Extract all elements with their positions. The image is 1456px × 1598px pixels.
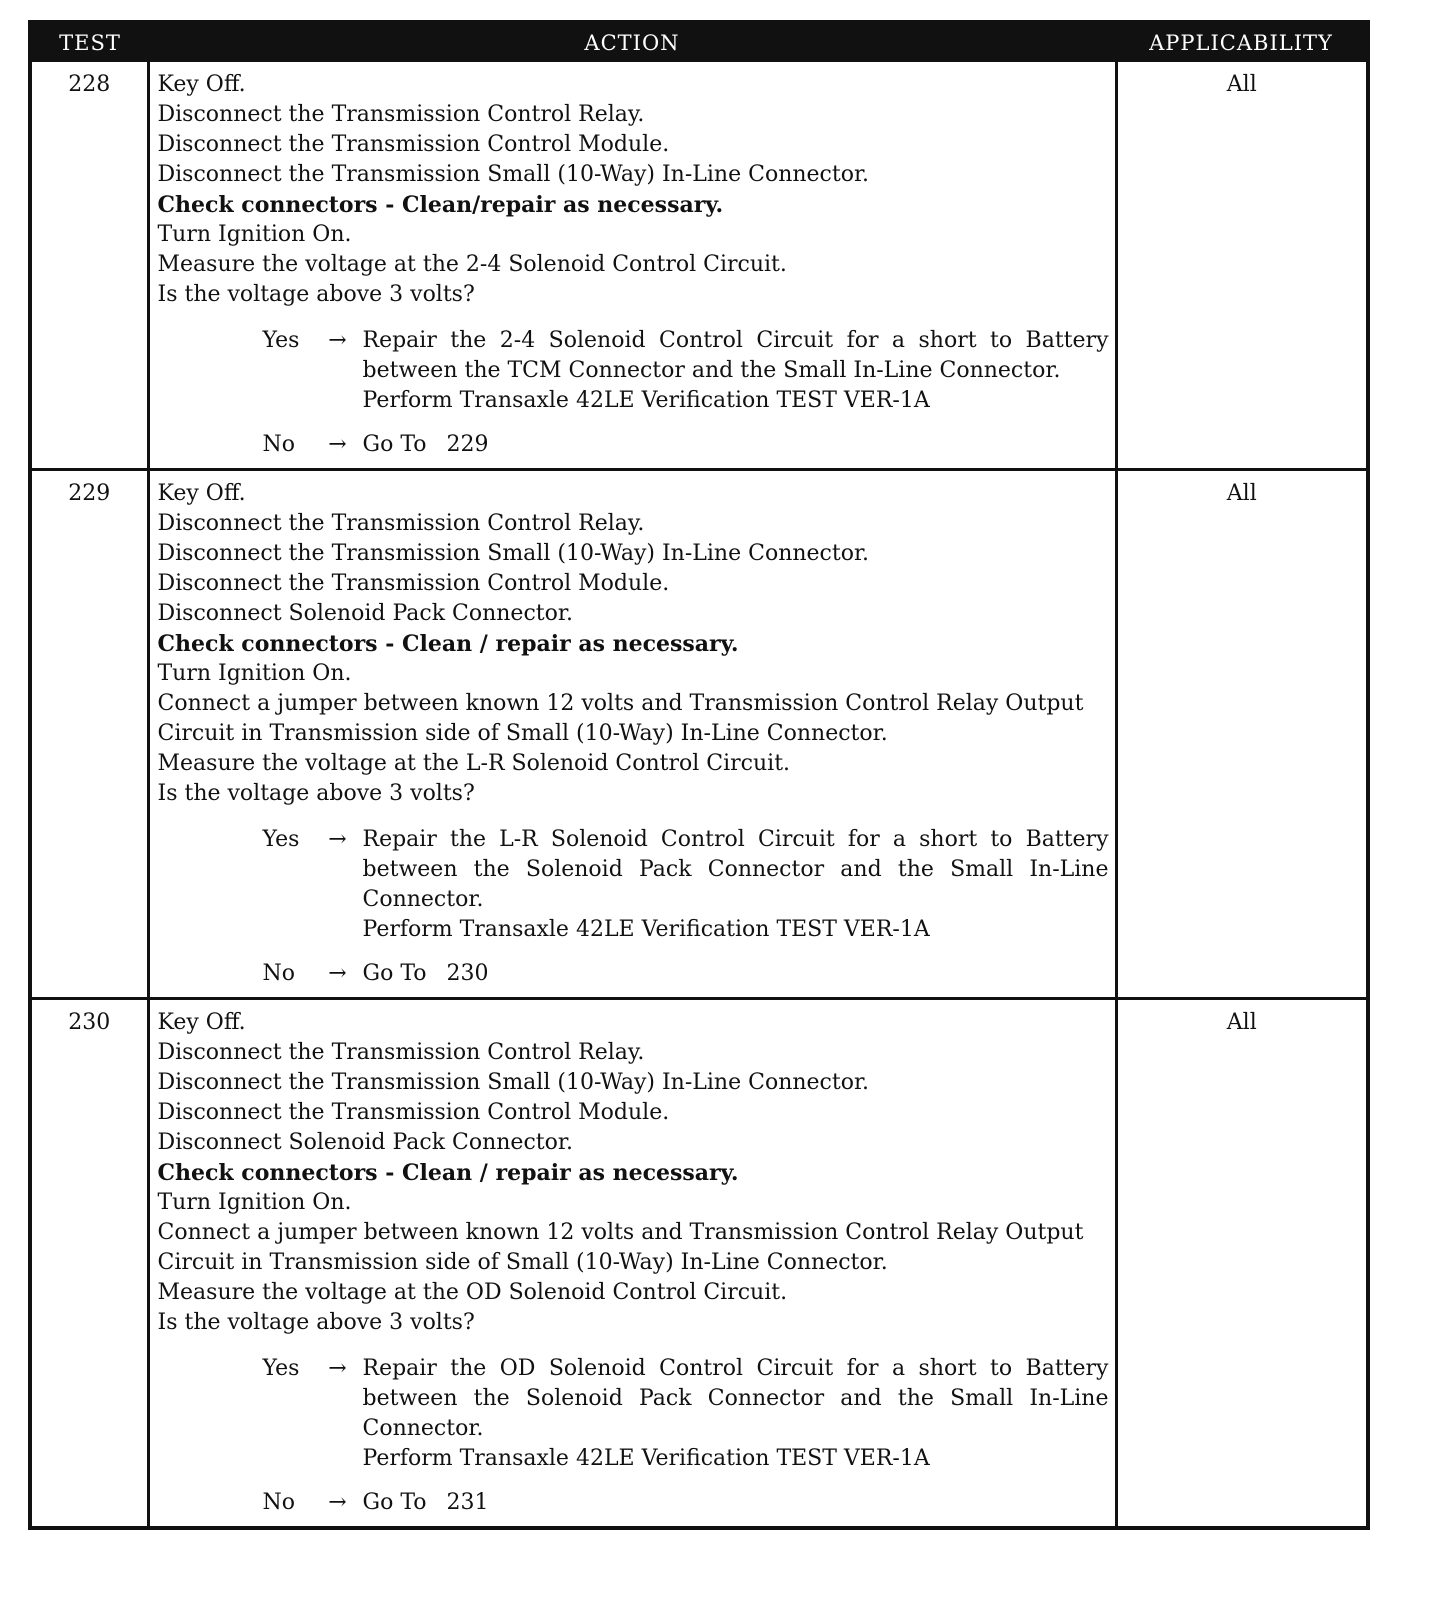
action-step: Measure the voltage at the 2-4 Solenoid Control Circuit. <box>157 252 787 277</box>
right-arrow-icon: → <box>328 827 347 852</box>
goto-reference[interactable] <box>363 959 1109 989</box>
action-step: Disconnect Solenoid Pack Connector. <box>157 601 573 626</box>
action-step: Measure the voltage at the OD Solenoid Control Circuit. <box>157 1280 788 1305</box>
yes-label: Yes <box>262 328 300 353</box>
goto-label: Go To <box>362 1490 427 1515</box>
yes-label: Yes <box>262 1356 300 1381</box>
yes-instruction-line: between the Solenoid Pack Connector and the Small In-Line <box>362 857 1109 882</box>
yes-instructions <box>363 326 1109 416</box>
goto-label: Go To <box>362 961 427 986</box>
yes-branch <box>263 326 1109 416</box>
action-step: Is the voltage above 3 volts? <box>157 1310 475 1335</box>
yes-instructions <box>363 825 1109 945</box>
right-arrow-icon: → <box>328 1490 347 1515</box>
header-applicability: APPLICABILITY <box>1116 22 1368 62</box>
yes-instruction-line: Perform Transaxle 42LE Verification TEST VER-1A <box>362 1446 930 1471</box>
applicability: All <box>1116 470 1368 999</box>
table-header-row <box>30 22 1368 62</box>
action-cell <box>148 470 1116 999</box>
diagnostic-table <box>28 20 1370 1530</box>
no-branch <box>263 1488 1109 1518</box>
action-step: Disconnect the Transmission Small (10-Way) In-Line Connector. <box>157 1070 870 1095</box>
check-step: Check connectors - Clean / repair as necessary. <box>157 631 739 657</box>
goto-test-number[interactable]: 230 <box>446 961 489 986</box>
yes-instruction-line: Connector. <box>362 1416 484 1441</box>
goto-test-number[interactable]: 229 <box>446 432 489 457</box>
yes-instruction-line: Repair the L-R Solenoid Control Circuit for a short to Battery <box>362 827 1109 852</box>
action-step: Disconnect the Transmission Control Relay. <box>157 102 645 127</box>
test-number: 228 <box>30 62 148 470</box>
no-label: No <box>262 432 295 457</box>
action-cell <box>148 62 1116 470</box>
goto-test-number[interactable]: 231 <box>446 1490 489 1515</box>
action-step: Turn Ignition On. <box>157 1190 352 1215</box>
action-step: Measure the voltage at the L-R Solenoid Control Circuit. <box>157 751 791 776</box>
no-label: No <box>262 1490 295 1515</box>
action-step: Disconnect the Transmission Control Module. <box>157 132 670 157</box>
table-row <box>30 62 1368 470</box>
table-body <box>30 62 1368 1528</box>
check-step: Check connectors - Clean/repair as necessary. <box>157 192 724 218</box>
action-step: Disconnect the Transmission Control Relay. <box>157 511 645 536</box>
action-step: Connect a jumper between known 12 volts and Transmission Control Relay Output <box>157 691 1084 716</box>
test-number: 229 <box>30 470 148 999</box>
yes-instruction-line: between the TCM Connector and the Small In-Line Connector. <box>362 358 1061 383</box>
action-step: Disconnect the Transmission Control Module. <box>157 1100 670 1125</box>
no-branch <box>263 430 1109 460</box>
goto-label: Go To <box>362 432 427 457</box>
yes-instruction-line: Perform Transaxle 42LE Verification TEST VER-1A <box>362 388 930 413</box>
yes-instruction-line: between the Solenoid Pack Connector and the Small In-Line <box>362 1386 1109 1411</box>
action-step: Disconnect the Transmission Small (10-Way) In-Line Connector. <box>157 162 870 187</box>
yes-instruction-line: Connector. <box>362 887 484 912</box>
action-cell <box>148 999 1116 1529</box>
yes-label: Yes <box>262 827 300 852</box>
action-step: Disconnect the Transmission Small (10-Way) In-Line Connector. <box>157 541 870 566</box>
action-step: Disconnect the Transmission Control Module. <box>157 571 670 596</box>
action-step: Turn Ignition On. <box>157 222 352 247</box>
action-step: Key Off. <box>157 1010 246 1035</box>
action-step: Connect a jumper between known 12 volts and Transmission Control Relay Output <box>157 1220 1084 1245</box>
right-arrow-icon: → <box>328 432 347 457</box>
right-arrow-icon: → <box>328 961 347 986</box>
action-step: Disconnect the Transmission Control Relay. <box>157 1040 645 1065</box>
yes-instructions <box>363 1354 1109 1474</box>
right-arrow-icon: → <box>328 1356 347 1381</box>
header-action: ACTION <box>148 22 1116 62</box>
action-step: Is the voltage above 3 volts? <box>157 282 475 307</box>
no-branch <box>263 959 1109 989</box>
action-step: Circuit in Transmission side of Small (10-Way) In-Line Connector. <box>157 1250 888 1275</box>
check-step: Check connectors - Clean / repair as necessary. <box>157 1160 739 1186</box>
yes-instruction-line: Repair the OD Solenoid Control Circuit for a short to Battery <box>362 1356 1109 1381</box>
yes-instruction-line: Perform Transaxle 42LE Verification TEST VER-1A <box>362 917 930 942</box>
goto-reference[interactable] <box>363 430 1109 460</box>
yes-instruction-line: Repair the 2-4 Solenoid Control Circuit for a short to Battery <box>362 328 1109 353</box>
no-label: No <box>262 961 295 986</box>
action-step: Circuit in Transmission side of Small (10-Way) In-Line Connector. <box>157 721 888 746</box>
yes-branch <box>263 1354 1109 1474</box>
table-row <box>30 999 1368 1529</box>
diagnostic-procedure-sheet <box>28 20 1366 1530</box>
yes-branch <box>263 825 1109 945</box>
action-step: Disconnect Solenoid Pack Connector. <box>157 1130 573 1155</box>
action-step: Is the voltage above 3 volts? <box>157 781 475 806</box>
action-step: Key Off. <box>157 72 246 97</box>
right-arrow-icon: → <box>328 328 347 353</box>
applicability: All <box>1116 62 1368 470</box>
action-step: Key Off. <box>157 481 246 506</box>
applicability: All <box>1116 999 1368 1529</box>
table-row <box>30 470 1368 999</box>
header-test: TEST <box>30 22 148 62</box>
action-step: Turn Ignition On. <box>157 661 352 686</box>
test-number: 230 <box>30 999 148 1529</box>
goto-reference[interactable] <box>363 1488 1109 1518</box>
